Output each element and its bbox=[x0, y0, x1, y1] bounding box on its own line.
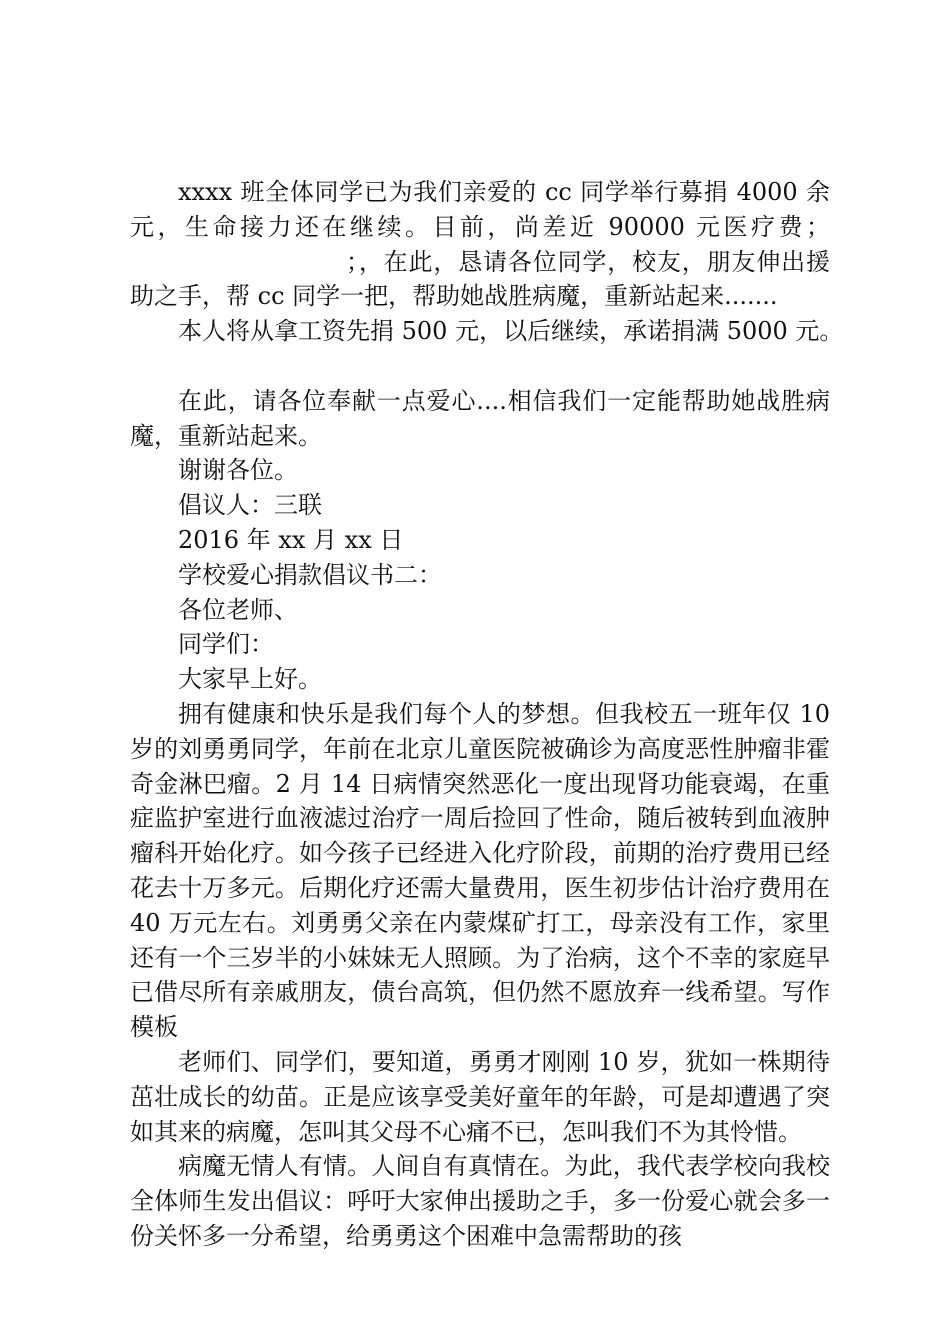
salutation-teachers: 各位老师、 bbox=[178, 595, 298, 624]
paragraph-donation-status-text: xxxx 班全体同学已为我们亲爱的 cc 同学举行募捐 4000 余元，生命接力还在继续。目前，尚差近 90000 元医疗费 bbox=[130, 178, 830, 241]
paragraph-donation-status bbox=[130, 175, 830, 314]
salutation-students: 同学们： bbox=[178, 630, 274, 659]
paragraph-patient-story: 拥有健康和快乐是我们每个人的梦想。但我校五一班年仅 10 岁的刘勇勇同学，年前在北京儿童医院被确诊为高度恶性肿瘤非霍奇金淋巴瘤。2 月 14 日病情突然恶化一度出现肾功能衰竭，在重症监护室进行血液滤过治疗一周后捡回了性命，随后被转到血液肿瘤科开始化疗。如今孩子已经进入化疗阶段，前期的治疗费用已经花去十万多元。后期化疗还需大量费用，医生初步估计治疗费用在 40 万元左右。刘勇勇父亲在内蒙煤矿打工，母亲没有工作，家里还有一个三岁半的小妹妹无人照顾。为了治病，这个不幸的家庭早已借尽所有亲戚朋友，债台高筑，但仍然不愿放弃一线希望。写作模板 bbox=[130, 699, 830, 1042]
thanks-line: 谢谢各位。 bbox=[178, 456, 298, 485]
greeting-line: 大家早上好。 bbox=[178, 665, 322, 694]
paragraph-personal-pledge: 本人将从拿工资先捐 500 元，以后继续，承诺捐满 5000 元。 bbox=[178, 317, 844, 346]
initiator-line: 倡议人：三联 bbox=[178, 491, 322, 520]
paragraph-call-to-action: 病魔无情人有情。人间自有真情在。为此，我代表学校向我校全体师生发出倡议：呼吁大家伸出援助之手，多一份爱心就会多一份关怀多一分希望，给勇勇这个困难中急需帮助的孩 bbox=[130, 1152, 830, 1250]
paragraph-donation-status-semicolon: ； bbox=[806, 212, 830, 241]
document-body bbox=[130, 175, 844, 1254]
paragraph-empathy: 老师们、同学们，要知道，勇勇才刚刚 10 岁，犹如一株期待茁壮成长的幼苗。正是应该享受美好童年的年龄，可是却遭遇了突如其来的病魔，怎叫其父母不心痛不已，怎叫我们不为其怜惜。 bbox=[130, 1047, 830, 1146]
blank-line bbox=[130, 349, 830, 384]
date-line: 2016 年 xx 月 xx 日 bbox=[178, 525, 404, 554]
paragraph-donation-status-appeal: ；，在此，恳请各位同学，校友，朋友伸出援助之手，帮 cc 同学一把，帮助她战胜病魔，重新站起来....... bbox=[130, 247, 830, 311]
paragraph-appeal: 在此，请各位奉献一点爱心....相信我们一定能帮助她战胜病魔，重新站起来。 bbox=[130, 386, 830, 450]
section-title: 学校爱心捐款倡议书二： bbox=[178, 560, 442, 589]
